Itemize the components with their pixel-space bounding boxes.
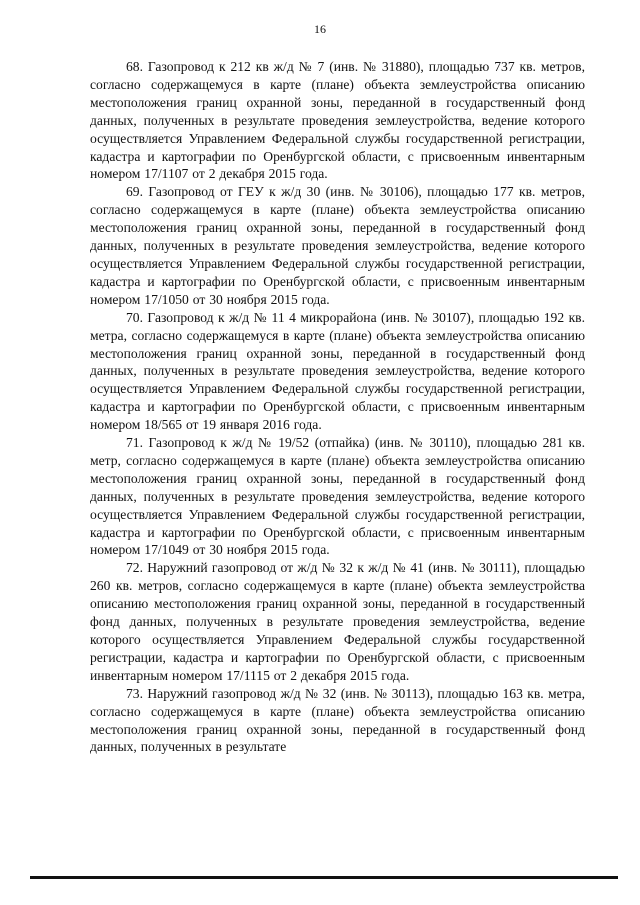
document-body xyxy=(90,58,585,756)
paragraph-71: 71. Газопровод к ж/д № 19/52 (отпайка) (инв. № 30110), площадью 281 кв. метр, согласно содержащемуся в карте (плане) объекта землеустройства описанию местоположения границ охранной зоны, переданной в государственный фонд данных, полученных в результате проведения землеустройства, ведение которого осуществляется Управлением Федеральной службы государственной регистрации, кадастра и картографии по Оренбургской области, с присвоенным инвентарным номером 17/1049 от 30 ноября 2015 года. xyxy=(90,435,585,558)
page-number: 16 xyxy=(314,22,326,36)
paragraph-73: 73. Наружний газопровод ж/д № 32 (инв. № 30113), площадью 163 кв. метра, согласно содержащемуся в карте (плане) объекта землеустройства описанию местоположения границ охранной зоны, переданной в государственный фонд данных, полученных в результате xyxy=(90,685,585,755)
bottom-border-line xyxy=(30,876,618,879)
paragraph-70: 70. Газопровод к ж/д № 11 4 микрорайона (инв. № 30107), площадью 192 кв. метра, согласно содержащемуся в карте (плане) объекта землеустройства описанию местоположения границ охранной зоны, переданной в государственный фонд данных, полученных в результате проведения землеустройства, ведение которого осуществляется Управлением Федеральной службы государственной регистрации, кадастра и картографии по Оренбургской области, с присвоенным инвентарным номером 18/565 от 19 января 2016 года. xyxy=(90,309,585,433)
paragraph-68: 68. Газопровод к 212 кв ж/д № 7 (инв. № 31880), площадью 737 кв. метров, согласно содержащемуся в карте (плане) объекта землеустройства описанию местоположения границ охранной зоны, переданной в государственный фонд данных, полученных в результате проведения землеустройства, ведение которого осуществляется Управлением Федеральной службы государственной регистрации, кадастра и картографии по Оренбургской области, с присвоенным инвентарным номером 17/1107 от 2 декабря 2015 года. xyxy=(90,59,585,182)
paragraph-69: 69. Газопровод от ГЕУ к ж/д 30 (инв. № 30106), площадью 177 кв. метров, согласно содержащемуся в карте (плане) объекта землеустройства описанию местоположения границ охранной зоны, переданной в государственный фонд данных, полученных в результате проведения землеустройства, ведение которого осуществляется Управлением Федеральной службы государственной регистрации, кадастра и картографии по Оренбургской области, с присвоенным инвентарным номером 17/1050 от 30 ноября 2015 года. xyxy=(90,184,585,307)
paragraph-72: 72. Наружний газопровод от ж/д № 32 к ж/д № 41 (инв. № 30111), площадью 260 кв. метров, согласно содержащемуся в карте (плане) объекта землеустройства описанию местоположения границ охранной зоны, переданной в государственный фонд данных, полученных в результате проведения землеустройства, ведение которого осуществляется Управлением Федеральной службы государственной регистрации, кадастра и картографии по Оренбургской области, с присвоенным инвентарным номером 17/1115 от 2 декабря 2015 года. xyxy=(90,560,585,683)
